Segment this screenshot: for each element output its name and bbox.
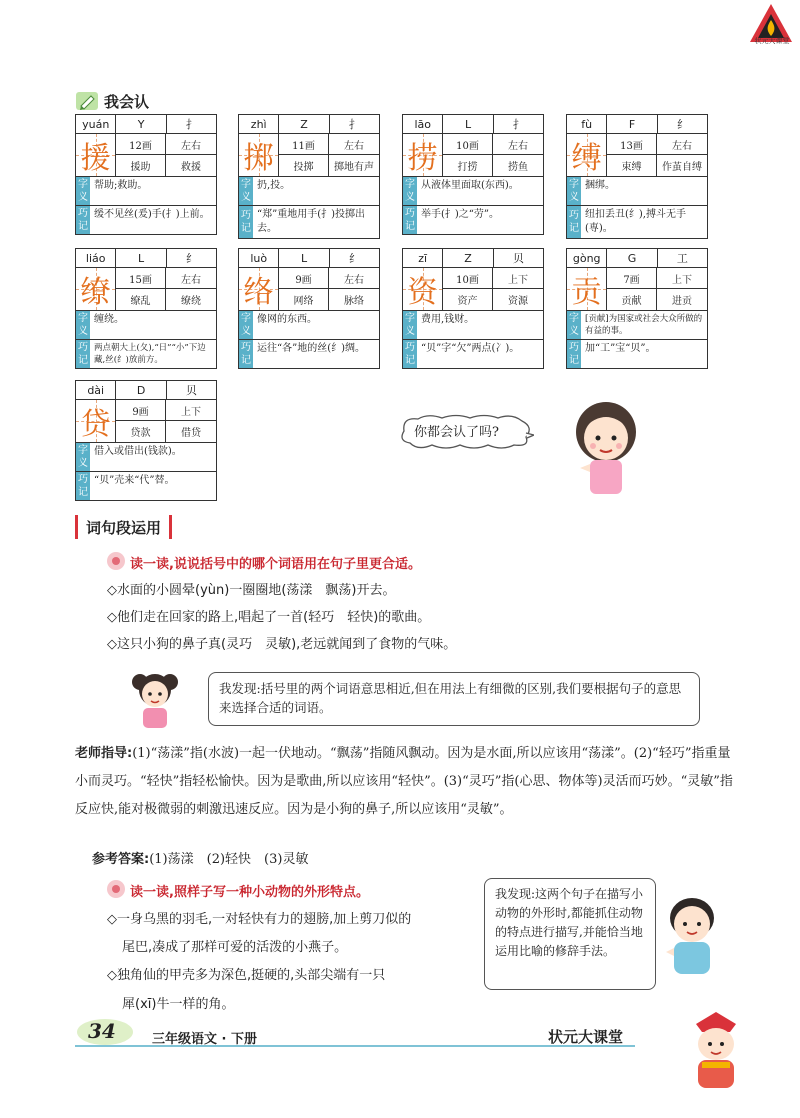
word-1: 缭乱 <box>116 289 166 310</box>
discovery-bubble-2: 我发现:这两个句子在描写小动物的外形时,都能抓住动物的特点进行描写,并能恰当地运用比喻的修辞手法。 <box>484 878 656 990</box>
stroke-count: 9画 <box>279 268 329 289</box>
word-2: 脉络 <box>344 296 364 307</box>
structure: 左右 <box>493 134 543 155</box>
pinyin: liáo <box>76 249 116 267</box>
meaning-label: 字 义 <box>569 313 579 337</box>
radical: 扌 <box>185 118 197 131</box>
meaning-text: 从液体里面取(东西)。 <box>421 180 519 191</box>
mascot-illustration <box>686 1010 746 1096</box>
logo-text: 状元大课堂 <box>754 37 790 45</box>
radical: 工 <box>676 252 688 265</box>
character: 援 <box>80 141 111 176</box>
capital-letter: Z <box>279 115 329 133</box>
page-number: 34 <box>88 1019 116 1043</box>
footer-book-title: 三年级语文 · 下册 <box>152 1032 257 1047</box>
character-box <box>403 134 443 176</box>
tip-label: 巧 记 <box>78 474 88 498</box>
q1-line-2: ◇他们走在回家的路上,唱起了一首(轻巧 轻快)的歌曲。 <box>107 610 431 625</box>
structure: 上下 <box>166 400 216 421</box>
word-1: 打捞 <box>443 155 493 176</box>
q2-line-1b: 尾巴,凑成了那样可爱的活泼的小燕子。 <box>122 940 348 955</box>
teacher-guide <box>75 740 735 824</box>
q2-line-1a: ◇一身乌黑的羽毛,一对轻快有力的翅膀,加上剪刀似的 <box>107 912 412 927</box>
word-1: 网络 <box>279 289 329 310</box>
pinyin: zhì <box>239 115 279 133</box>
structure: 左右 <box>166 134 216 155</box>
character-box <box>76 400 116 442</box>
capital-letter: F <box>607 115 657 133</box>
tip-label: 巧 记 <box>405 342 415 366</box>
meaning-label: 字 义 <box>78 179 88 203</box>
guide-text: (1)“荡漾”指(水波)一起一伏地动。“飘荡”指随风飘动。因为是水面,所以应该用“荡漾”。(2)“轻巧”指重量小而灵巧。“轻快”指轻松愉快。因为是歌曲,所以应该用“轻快”。(3)“灵巧”指(心思、物体等)灵活而巧妙。“灵敏”指反应快,能对极微弱的刺激迅速反应。因为是小狗的鼻子,所以应该用“灵敏”。 <box>75 746 733 817</box>
q2-line-2a: ◇独角仙的甲壳多为深色,挺硬的,头部尖端有一只 <box>107 968 386 983</box>
meaning-label: 字 义 <box>241 313 251 337</box>
footer-brand: 状元大课堂 <box>548 1028 624 1046</box>
char-card <box>238 248 380 369</box>
stroke-count: 10画 <box>443 268 493 289</box>
section-title-usage: 词句段运用 <box>75 515 172 539</box>
stroke-count: 15画 <box>116 268 166 289</box>
character: 贡 <box>571 275 602 310</box>
tip-text: “贝”壳来“代”替。 <box>94 475 175 486</box>
structure: 左右 <box>657 134 707 155</box>
radical: 贝 <box>512 252 524 265</box>
question2-title: 读一读,照样子写一种小动物的外形特点。 <box>130 885 369 900</box>
word-1: 援助 <box>116 155 166 176</box>
word-2: 缭绕 <box>181 296 201 307</box>
stroke-count: 7画 <box>607 268 657 289</box>
question-bullet-icon <box>107 552 125 570</box>
q1-line-1: ◇水面的小圆晕(yùn)一圈圈地(荡漾 飘荡)开去。 <box>107 583 396 598</box>
word-1: 贷款 <box>116 421 166 442</box>
meaning-label: 字 义 <box>78 313 88 337</box>
pinyin: gòng <box>567 249 607 267</box>
stroke-count: 10画 <box>443 134 493 155</box>
meaning-text: 缠绕。 <box>94 314 124 325</box>
meaning-text: 帮助;救助。 <box>94 180 148 191</box>
character-box <box>239 268 279 310</box>
word-2: 资源 <box>508 296 528 307</box>
tip-text: 加“工”宝“贝”。 <box>585 343 656 354</box>
structure: 上下 <box>493 268 543 289</box>
character-box <box>76 134 116 176</box>
char-card <box>238 114 380 239</box>
character-box <box>567 268 607 310</box>
character-box <box>239 134 279 176</box>
tip-label: 巧 记 <box>241 342 251 366</box>
word-1: 贡献 <box>607 289 657 310</box>
boy-illustration <box>660 892 724 978</box>
char-card <box>566 114 708 239</box>
girl-small-illustration <box>130 668 180 730</box>
tip-text: “贝”字“欠”两点(冫)。 <box>421 343 520 354</box>
structure: 上下 <box>657 268 707 289</box>
meaning-label: 字 义 <box>241 179 251 203</box>
meaning-label: 字 义 <box>405 313 415 337</box>
word-1: 束缚 <box>607 155 657 176</box>
tip-label: 巧 记 <box>405 208 415 232</box>
pinyin: zī <box>403 249 443 267</box>
pinyin: luò <box>239 249 279 267</box>
char-card <box>402 114 544 235</box>
capital-letter: Y <box>116 115 166 133</box>
word-2: 捞鱼 <box>508 162 528 173</box>
answer-text: (1)荡漾 (2)轻快 (3)灵敏 <box>149 852 309 867</box>
radical: 纟 <box>185 252 197 265</box>
character: 缚 <box>571 141 602 176</box>
discovery-bubble-1: 我发现:括号里的两个词语意思相近,但在用法上有细微的区别,我们要根据句子的意思来选择合适的词语。 <box>208 672 700 726</box>
char-card <box>75 380 217 501</box>
word-1: 投掷 <box>279 155 329 176</box>
tip-label: 巧 记 <box>239 206 253 238</box>
char-card <box>402 248 544 369</box>
radical: 贝 <box>185 384 197 397</box>
tip-label: 巧 记 <box>78 342 88 366</box>
radical: 扌 <box>512 118 524 131</box>
word-2: 掷地有声 <box>334 162 374 173</box>
question-bullet-icon <box>107 880 125 898</box>
structure: 左右 <box>329 134 379 155</box>
q2-line-2b: 犀(xī)牛一样的角。 <box>122 997 235 1012</box>
answer-label: 参考答案: <box>92 852 150 867</box>
radical: 纟 <box>676 118 688 131</box>
section-title-recognize: 我会认 <box>104 93 150 111</box>
meaning-text: 捆绑。 <box>585 180 615 191</box>
capital-letter: L <box>279 249 329 267</box>
character-box <box>567 134 607 176</box>
pinyin: dài <box>76 381 116 399</box>
tip-text: 缓不见丝(爰)手(扌)上前。 <box>94 209 210 220</box>
meaning-text: 借入或借出(钱款)。 <box>94 446 182 457</box>
character: 络 <box>243 275 274 310</box>
girl-illustration <box>570 398 642 498</box>
char-card <box>75 248 217 369</box>
char-card <box>75 114 217 235</box>
tip-text: 举手(扌)之“劳”。 <box>421 209 500 220</box>
radical: 纟 <box>348 252 360 265</box>
pinyin: fù <box>567 115 607 133</box>
meaning-text: 像网的东西。 <box>257 314 317 325</box>
character: 掷 <box>243 141 274 176</box>
char-card <box>566 248 708 369</box>
pinyin: lāo <box>403 115 443 133</box>
word-2: 进贡 <box>672 296 692 307</box>
character-box <box>76 268 116 310</box>
word-2: 借贷 <box>181 428 201 439</box>
tip-label: 巧 记 <box>78 208 88 232</box>
word-2: 救援 <box>181 162 201 173</box>
meaning-label: 字 义 <box>405 179 415 203</box>
tip-text: 运往“各”地的丝(纟)绸。 <box>257 343 366 354</box>
character: 贷 <box>80 407 111 442</box>
tip-text: “郑”重地用手(扌)投掷出去。 <box>257 209 366 234</box>
tip-text: 两点朝大上(夂),“日”“小”下边藏,丝(纟)放前方。 <box>94 343 206 365</box>
meaning-label: 字 义 <box>569 179 579 203</box>
radical: 扌 <box>348 118 360 131</box>
character: 缭 <box>80 275 111 310</box>
capital-letter: L <box>443 115 493 133</box>
meaning-text: [贡献]为国家或社会大众所做的有益的事。 <box>585 314 703 336</box>
character: 捞 <box>407 141 438 176</box>
tip-text: 纽扣丢丑(纟),搏斗无手(専)。 <box>585 209 686 234</box>
word-2: 作茧自缚 <box>662 162 702 173</box>
capital-letter: L <box>116 249 166 267</box>
bubble-question: 你都会认了吗? <box>414 425 499 440</box>
meaning-label: 字 义 <box>78 445 88 469</box>
q1-line-3: ◇这只小狗的鼻子真(灵巧 灵敏),老远就闻到了食物的气味。 <box>107 637 457 652</box>
character: 资 <box>407 275 438 310</box>
structure: 左右 <box>329 268 379 289</box>
word-1: 资产 <box>443 289 493 310</box>
pinyin: yuán <box>76 115 116 133</box>
tip-label: 巧 记 <box>567 206 581 238</box>
stroke-count: 12画 <box>116 134 166 155</box>
structure: 左右 <box>166 268 216 289</box>
stroke-count: 13画 <box>607 134 657 155</box>
pencil-icon <box>76 92 98 110</box>
capital-letter: G <box>607 249 657 267</box>
capital-letter: Z <box>443 249 493 267</box>
guide-label: 老师指导: <box>75 746 133 761</box>
reference-answer <box>92 846 752 874</box>
stroke-count: 11画 <box>279 134 329 155</box>
character-box <box>403 268 443 310</box>
question1-title: 读一读,说说括号中的哪个词语用在句子里更合适。 <box>130 557 421 572</box>
meaning-text: 费用,钱财。 <box>421 314 475 325</box>
capital-letter: D <box>116 381 166 399</box>
stroke-count: 9画 <box>116 400 166 421</box>
meaning-text: 扔,投。 <box>257 180 291 191</box>
tip-label: 巧 记 <box>569 342 579 366</box>
